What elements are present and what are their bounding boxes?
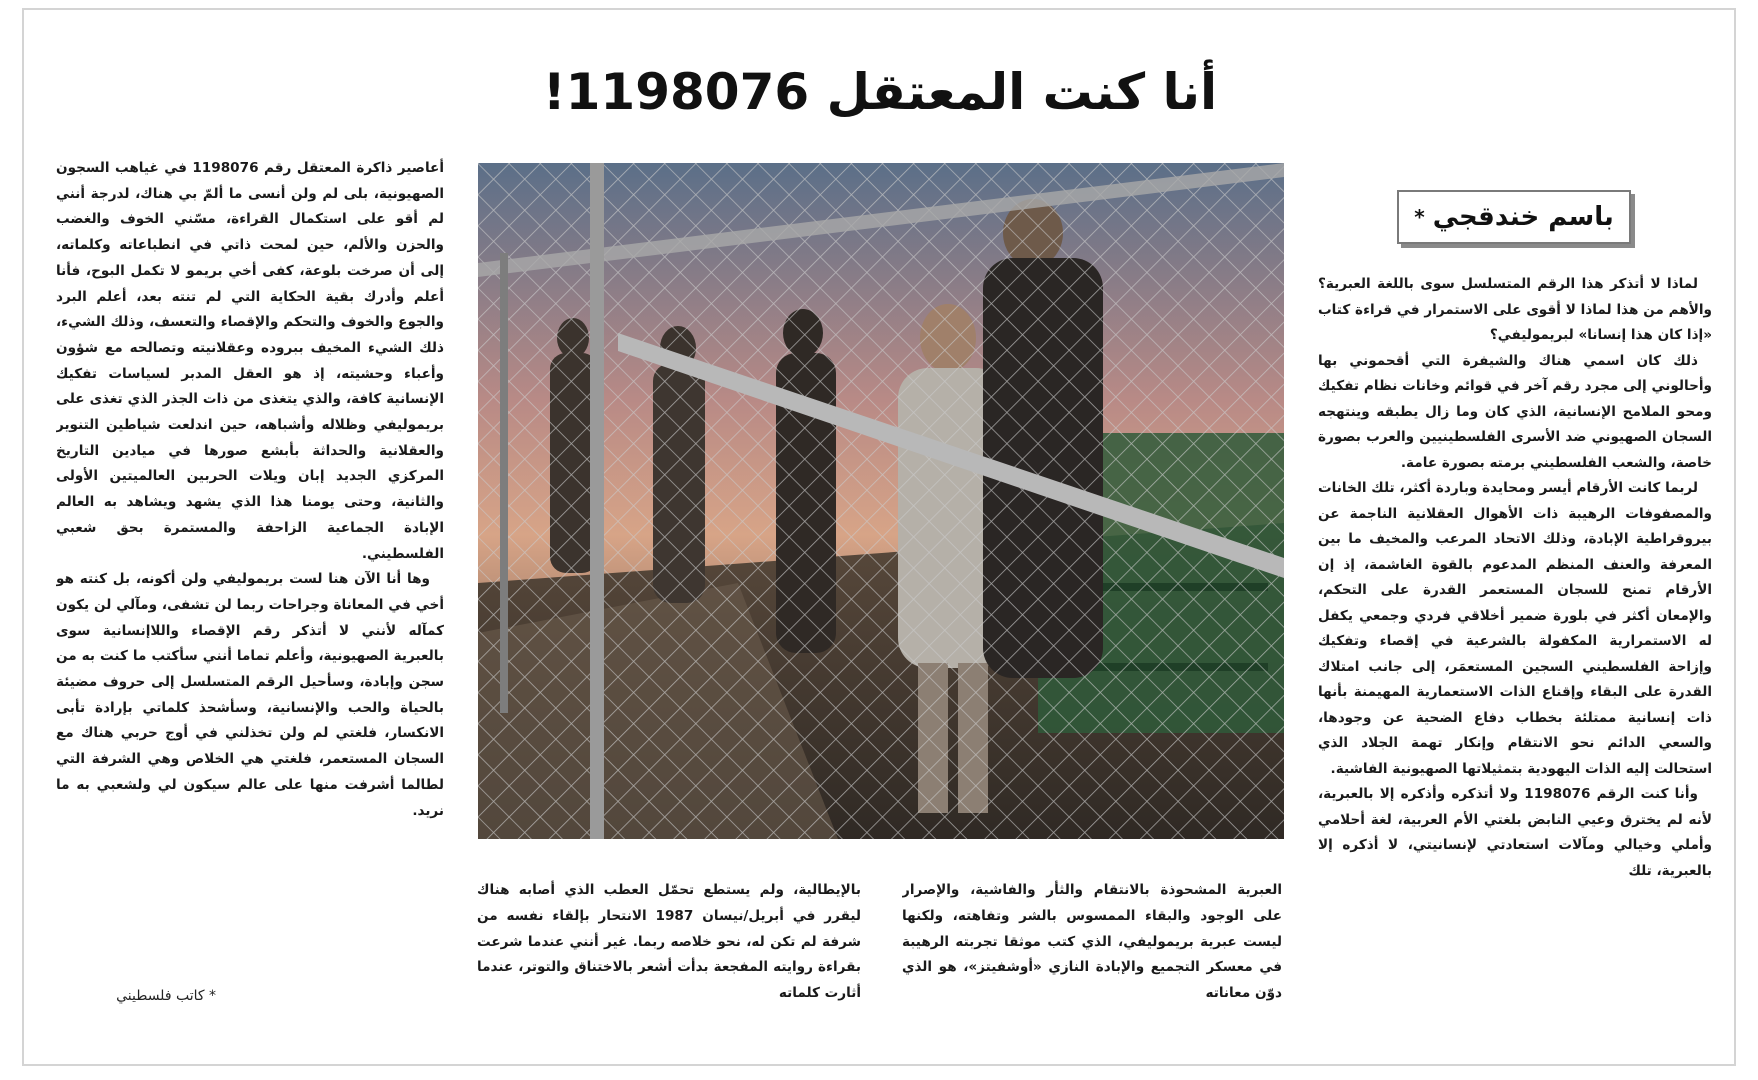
article-column-left (56, 156, 444, 962)
article-column-right (1318, 272, 1712, 1022)
prison-fence-photo (478, 163, 1284, 839)
author-footnote: * كاتب فلسطيني (116, 988, 216, 1004)
author-byline (1397, 190, 1631, 244)
article-column-lower-middle (477, 878, 861, 1026)
paragraph: لربما كانت الأرقام أيسر ومحايدة وباردة أكثر، تلك الخانات والمصفوفات الرهيبة ذات الأهوال العقلانية الناجمة عن بيروقراطية الإبادة، وذلك الاتحاد المرعب والمخيف ما بين المعرفة والعنف المنظم المدعوم بالقوة الغاشمة، إذ إن الأرقام تمنح للسجان المستعمر القدرة على التحكم، والإمعان أكثر في بلورة ضمير أخلاقي فردي وجمعي يكفل له الاستمرارية المكفولة بالشرعية في إقصاء وتفكيك وإزاحة الفلسطيني السجين المستعمَر، إلى جانب امتلاك القدرة على البقاء وإقناع الذات الاستعمارية المهيمنة بأنها ذات إنسانية ممتلئة بخطاب دفاع الضحية عن وجودها، والسعي الدائم نحو الانتقام وإنكار تهمة الجلاد الذي استحالت إليه الذات اليهودية بتمثيلاتها الصهيونية الفاشية. (1318, 480, 1712, 777)
paragraph: العبرية المشحوذة بالانتقام والثأر والفاشية، والإصرار على الوجود والبقاء الممسوس بالشر وتفاهته، ولكنها ليست عبرية بريموليفي، الذي كتب موثقا تجربته الرهيبة في معسكر التجميع والإبادة النازي «أوشفيتز»، هو الذي دوّن معاناته (902, 882, 1282, 1002)
author-name: باسم خندقجي (1432, 202, 1614, 232)
paragraph: بالإيطالية، ولم يستطع تحمّل العطب الذي أصابه هناك ليقرر في أبريل/نيسان 1987 الانتحار بإلقاء نفسه من شرفة لم تكن له، نحو خلاصه ربما. غير أنني عندما شرعت بقراءة روايته المفجعة بدأت أشعر بالاختناق والتوتر، عندما أثارت كلماته (477, 882, 861, 1002)
author-footnote-mark: * (1414, 205, 1425, 229)
fence-post (500, 253, 508, 713)
fence-post (590, 163, 604, 839)
paragraph: وأنا كنت الرقم 1198076 ولا أتذكره وأذكره إلا بالعبرية، لأنه لم يخترق وعيي النابض بلغتي الأم العربية، لغة أحلامي وأملي وخيالي ومآلات استعادتي لإنسانيتي، لا أذكره إلا بالعبرية، تلك (1318, 786, 1712, 879)
article-column-lower-right (902, 878, 1282, 1026)
paragraph: ذلك كان اسمي هناك والشيفرة التي أقحموني بها وأحالوني إلى مجرد رقم آخر في قوائم وخانات نظام تفكيك ومحو الملامح الإنسانية، الذي كان وما زال يطبقه وينتهجه السجان الصهيوني ضد الأسرى الفلسطينيين والعرب بصورة خاصة، والشعب الفلسطيني برمته بصورة عامة. (1318, 352, 1712, 471)
headline: أنا كنت المعتقل 1198076! (542, 63, 1218, 121)
paragraph: أعاصير ذاكرة المعتقل رقم 1198076 في غياهب السجون الصهيونية، بلى لم ولن أنسى ما ألمّ بي هناك، لدرجة أنني لم أقو على استكمال القراءة، مسّني الخوف والغضب والحزن والألم، حين لمحت ذاتي في انطباعاته وكلماته، إلى أن صرخت بلوعة، كفى أخي بريمو لا تكمل البوح، فأنا أعلم وأدرك بقية الحكاية التي لم تنته بعد، أعلم البرد والجوع والخوف والتحكم والإقصاء والتعسف، وذلك الشيء، ذلك الشيء المخيف ببروده وعقلانيته وتصالحه مع شؤون وأعباء وحشيته، إذ هو العقل المدبر لسياسات تفكيك الإنسانية كافة، والذي يتغذى من ذات الجذر الذي تغذى على بريموليفي وظلاله وأشباهه، حين اندلعت شياطين التنوير والعقلانية والحداثة بأبشع صورها في ميادين التاريخ المركزي الجديد إبان ويلات الحربين العالميتين الأولى والثانية، وحتى يومنا هذا الذي يشهد ويشاهد به العالم الإبادة الجماعية الزاحفة والمستمرة بحق شعبي الفلسطيني. (56, 160, 444, 562)
photo-illustration (478, 163, 1284, 839)
paragraph: لماذا لا أتذكر هذا الرقم المتسلسل سوى باللغة العبرية؟ والأهم من هذا لماذا لا أقوى على الاستمرار في قراءة كتاب «إذا كان هذا إنسانا» لبريموليفي؟ (1318, 276, 1712, 343)
paragraph: وها أنا الآن هنا لست بريموليفي ولن أكونه، بل كنته هو أخي في المعاناة وجراحات ربما لن تشفى، ومآلي لن يكون كمآله لأنني لا أتذكر رقم الإقصاء واللاإنسانية سوى بالعبرية الصهيونية، وأعلم تماما أنني سأكتب ما كنت به من سجن وإبادة، وسأحيل الرقم المتسلسل إلى حروف مضيئة بالحياة والحب والإنسانية، وسأشحذ كلماتي بإرادة تأبى الانكسار، فلغتي لم ولن تخذلني في أوج حربي هناك مع السجان المستعمر، فلغتي هي الخلاص وهي الشرفة التي لطالما أشرفت منها على عالم سيكون لي ولشعبي به ما نريد. (56, 571, 444, 819)
